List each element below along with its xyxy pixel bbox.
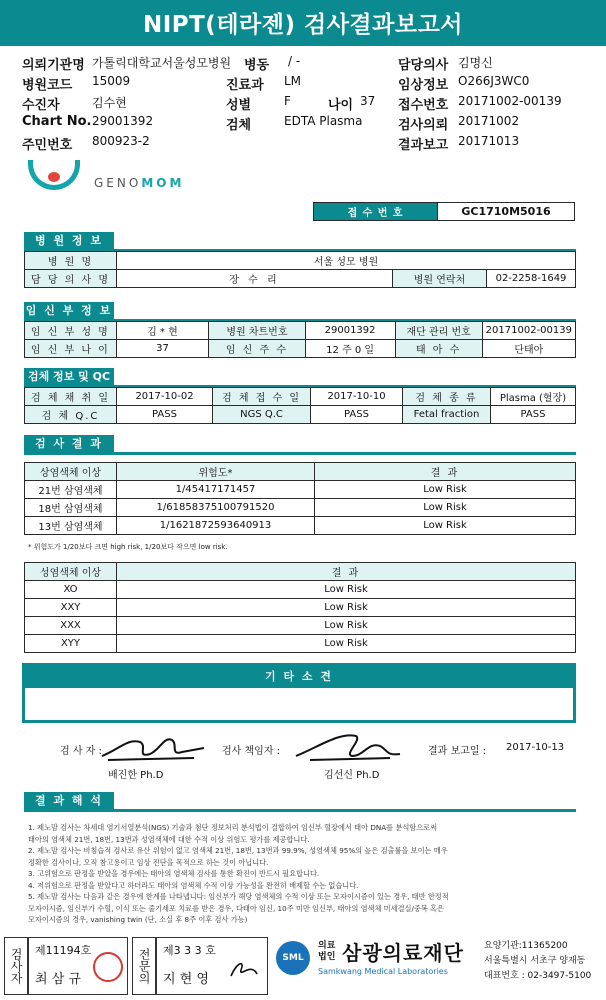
sex-anomaly-name: XYY [25, 635, 117, 653]
tester-license-name: 최 삼 규 [35, 972, 81, 987]
results-header: 검 사 결 과 [24, 435, 114, 452]
trisomy-result: Low Risk [315, 517, 576, 535]
pregnant-name-value: 김 * 현 [116, 322, 209, 340]
fetal-fraction-label: Fetal fraction [403, 406, 491, 424]
trisomy-risk: 1/1621872593640913 [117, 517, 315, 535]
hospital-info-header: 병 원 정 보 [24, 232, 114, 249]
hospital-code-label: 병원코드 [22, 78, 73, 93]
interpretation-line: 정확한 검사이나, 오직 참고용이고 임상 진단을 목적으로 하는 것이 아닙니다. [28, 857, 269, 867]
sex-anomaly-name: XXY [25, 599, 117, 617]
foundation-code: 요양기관:11365200 [484, 941, 568, 951]
interpretation-line: 2. 제노맘 검사는 비침습적 검사로 유산 위험이 없고 염색체 21번, 18번, 13번과 99.9%, 성염색체 95%의 높은 검출률을 보이는 매우 [28, 846, 448, 855]
sml-logo-icon: SML [276, 941, 310, 975]
expert-license-box [156, 937, 268, 995]
hospital-contact-value: 02-2258-1649 [487, 270, 576, 288]
logo-dot-icon [48, 172, 60, 182]
foundation-prefix: 의료법인 [318, 941, 336, 962]
sex-chromosome-table [24, 562, 576, 653]
tester-license-box [28, 937, 128, 995]
pregnant-week-value: 12 주 0 일 [305, 340, 395, 358]
chart-label: Chart No. [22, 114, 92, 129]
rrn-label: 주민번호 [22, 138, 73, 153]
trisomy-risk: 1/45417171457 [117, 481, 315, 499]
trisomy-result: Low Risk [315, 481, 576, 499]
expert-signature-icon [227, 956, 261, 982]
ngs-qc-label: NGS Q.C [213, 406, 311, 424]
risk-footnote: * 위험도가 1/20보다 크면 high risk, 1/20보다 작으면 low risk. [28, 543, 228, 551]
other-remarks-box [22, 663, 576, 723]
hospital-name-label: 병 원 명 [25, 252, 117, 270]
specimen-label: 검체 [226, 118, 252, 133]
receive-date-value: 2017-10-10 [311, 388, 403, 406]
risk-col-header: 위험도* [117, 463, 315, 481]
pregnant-name-label: 임 신 부 성 명 [25, 322, 117, 340]
sex-anomaly-result: Low Risk [117, 581, 576, 599]
doctor-label: 담당의사 [398, 58, 449, 73]
interpretation-header: 결 과 해 석 [24, 792, 114, 809]
report-date-value: 20171013 [458, 134, 520, 148]
other-remarks-header: 기 타 소 견 [25, 666, 573, 688]
rrn-value: 800923-2 [92, 134, 150, 148]
tester-license-no: 제11194호 [35, 944, 92, 957]
trisomy-risk: 1/61858375100791520 [117, 499, 315, 517]
pregnant-age-label: 임 신 부 나 이 [25, 340, 117, 358]
hospital-contact-label: 병원 연락처 [393, 270, 487, 288]
request-org-label: 의뢰기관명 [22, 58, 85, 73]
accession-table [313, 202, 575, 221]
hospital-doctor-value: 장 수 리 [117, 270, 393, 288]
table-row [25, 517, 576, 535]
tester-vertical-label: 검사자 [4, 937, 28, 995]
specimen-value: EDTA Plasma [284, 114, 363, 128]
pregnant-info-header: 임 신 부 정 보 [25, 304, 113, 317]
foundation-phone: 대표번호 : 02-3497-5100 [484, 971, 592, 981]
receive-date-label: 검 체 접 수 일 [213, 388, 311, 406]
hospital-code-value: 15009 [92, 74, 131, 88]
report-date-sig-label: 결과 보고일 : [428, 746, 487, 757]
req-date-label: 검사의뢰 [398, 118, 449, 133]
pregnant-age-value: 37 [116, 340, 209, 358]
expert-license-name: 지 현 영 [163, 972, 209, 987]
autosome-table [24, 462, 576, 535]
sex-anomaly-result: Low Risk [117, 635, 576, 653]
specimen-qc-header: 검체 정보 및 QC [24, 368, 114, 385]
table-row [25, 499, 576, 517]
interpretation-line: 모자이시즘, 임신부가 수혈, 이식 또는 줄기세포 치료를 받은 경우, 다태아 임신, 10주 미만 임신부, 태아의 염색체 미세결실/중복 혹은 [28, 903, 444, 913]
table-row [25, 481, 576, 499]
specimen-qc-table [24, 387, 576, 424]
interpretation-line: 태아의 염색체 21번, 18번, 13번과 성염색체에 대한 수적 이상 위험도 평가를 제공합니다. [28, 834, 310, 844]
clinical-label: 임상정보 [398, 78, 449, 93]
trisomy-result: Low Risk [315, 499, 576, 517]
foundation-en: Samkwang Medical Laboratories [318, 967, 448, 976]
receipt-label: 접수번호 [398, 98, 449, 113]
collect-date-value: 2017-10-02 [117, 388, 213, 406]
hospital-doctor-label: 담 당 의 사 명 [25, 270, 117, 288]
expert-license-no: 제3 3 3 호 [163, 944, 216, 957]
sex-label: 성별 [226, 98, 252, 113]
page-title: NIPT(테라젠) 검사결과보고서 [0, 0, 606, 46]
trisomy-name: 18번 삼염색체 [25, 499, 117, 517]
tester-label: 검 사 자 : [60, 746, 102, 757]
pregnant-fetus-label: 태 아 수 [395, 340, 482, 358]
foundation-contact [484, 939, 604, 984]
pregnant-chart-value: 29001392 [305, 322, 395, 340]
interpretation-line: 1. 제노맘 검사는 차세대 염기서열분석(NGS) 기술과 첨단 정보처리 분석법이 결합하여 임신부 혈장에서 태아 DNA를 분석함으로써 [28, 823, 438, 832]
logo-text: GENOMOM [94, 176, 185, 190]
age-label: 나이 [328, 98, 354, 113]
footer [0, 935, 606, 1000]
interpretation-rule [24, 809, 576, 812]
pregnant-week-label: 임 신 주 수 [209, 340, 305, 358]
autosome-col-header: 상염색체 이상 [25, 463, 117, 481]
pregnant-chart-label: 병원 차트번호 [209, 322, 305, 340]
ward-value: / - [288, 54, 301, 68]
pregnant-fetus-value: 단태아 [482, 340, 575, 358]
doctor-value: 김명신 [458, 56, 493, 70]
age-value: 37 [360, 94, 376, 108]
ngs-qc-value: PASS [311, 406, 403, 424]
hospital-name-value: 서울 성모 병원 [117, 252, 576, 270]
tester-signature-icon [98, 728, 208, 764]
sex-value: F [284, 94, 291, 108]
interpretation-line: 3. 고위험으로 판정을 받았을 경우에는 태아의 염색체 검사를 통한 확진이 반드시 필요합니다. [28, 869, 320, 878]
specimen-type-label: 검 체 종 류 [403, 388, 491, 406]
sex-col-header: 성염색체 이상 [25, 563, 117, 581]
examinee-label: 수진자 [22, 98, 60, 113]
chief-name: 김선신 Ph.D [324, 770, 380, 781]
specimen-qc-value: PASS [117, 406, 213, 424]
hospital-info-table [24, 251, 576, 288]
sex-anomaly-result: Low Risk [117, 617, 576, 635]
accession-label: 접 수 번 호 [314, 203, 438, 221]
sex-result-col-header: 결 과 [117, 563, 576, 581]
receipt-value: 20171002-00139 [458, 94, 562, 108]
foundation-name: 삼광의료재단 [342, 941, 464, 965]
interpretation-text [28, 822, 578, 926]
req-date-value: 20171002 [458, 114, 520, 128]
dept-value: LM [284, 74, 302, 88]
specimen-qc-label: 검 체 Q.C [25, 406, 117, 424]
pregnant-foundation-label: 재단 관리 번호 [395, 322, 482, 340]
trisomy-name: 21번 삼염색체 [25, 481, 117, 499]
sex-anomaly-name: XO [25, 581, 117, 599]
report-date-label: 결과보고 [398, 138, 449, 153]
chief-signature-icon [290, 726, 410, 764]
foundation-address: 서울특별시 서초구 양재동 [484, 956, 586, 966]
chart-value: 29001392 [92, 114, 154, 128]
table-row [25, 581, 576, 599]
collect-date-label: 검 체 채 취 일 [25, 388, 117, 406]
fetal-fraction-value: PASS [491, 406, 576, 424]
genomom-logo [24, 158, 224, 198]
ward-label: 병동 [244, 58, 270, 73]
table-row [25, 599, 576, 617]
pregnant-foundation-value: 20171002-00139 [482, 322, 575, 340]
interpretation-line: 모자이시즘의 경우, vanishing twin (단, 소실 후 8주 이후 검사 가능) [28, 915, 248, 924]
interpretation-line: 5. 제노맘 검사는 다음과 같은 경우에 한계를 나타냅니다: 임신부가 해당 염색체의 수적 이상 또는 모자이시즘이 있는 경우, 태반 한정적 [28, 892, 449, 901]
specimen-type-value: Plasma (혈장) [491, 388, 576, 406]
examinee-value: 김수현 [92, 96, 127, 110]
accession-value: GC1710M5016 [438, 203, 575, 221]
dept-label: 진료과 [226, 78, 264, 93]
trisomy-name: 13번 삼염색체 [25, 517, 117, 535]
report-header [22, 54, 602, 154]
request-org-value: 가톨릭대학교서울성모병원 [92, 56, 232, 70]
table-row [25, 617, 576, 635]
interpretation-line: 4. 저위험으로 판정을 받았다고 하더라도 태아의 염색체 수적 이상 가능성을 완전히 배제할 수는 없습니다. [28, 880, 359, 890]
other-remarks-text [25, 688, 573, 696]
tester-stamp-icon [93, 952, 123, 982]
chief-label: 검사 책임자 : [222, 746, 281, 757]
pregnant-info-table [24, 321, 576, 358]
results-rule [24, 452, 576, 455]
report-date-sig-value: 2017-10-13 [506, 742, 565, 753]
table-row [25, 635, 576, 653]
sex-anomaly-name: XXX [25, 617, 117, 635]
sex-anomaly-result: Low Risk [117, 599, 576, 617]
expert-vertical-label: 전문의 [132, 937, 156, 995]
clinical-value: O266J3WC0 [458, 74, 530, 88]
result-col-header: 결 과 [315, 463, 576, 481]
tester-name: 배진한 Ph.D [108, 770, 164, 781]
